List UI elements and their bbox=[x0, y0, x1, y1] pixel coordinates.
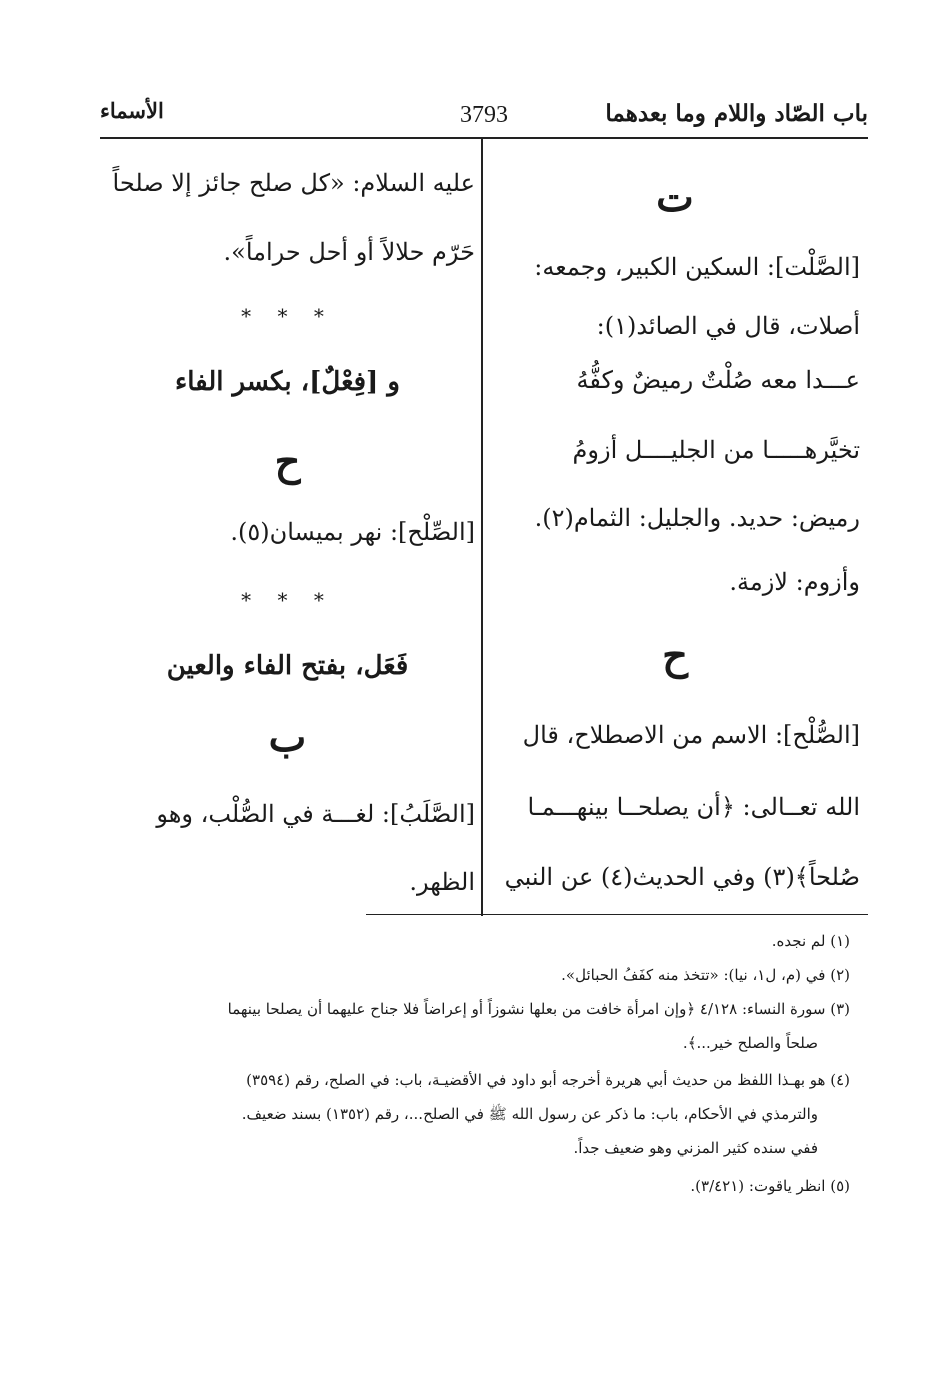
letter-heading: ب bbox=[268, 714, 307, 761]
text-line: أصلات، قال في الصائد(١): bbox=[596, 312, 860, 340]
section-separator: * * * bbox=[241, 588, 334, 612]
chapter-title: باب الصّاد واللام وما بعدهما bbox=[605, 100, 868, 127]
text-line: وأزوم: لازمة. bbox=[729, 568, 860, 596]
footnote: (١) لم نجده. bbox=[771, 932, 850, 950]
text-line: حَرّم حلالاً أو أحل حراماً». bbox=[223, 238, 475, 266]
letter-heading: ح bbox=[662, 632, 688, 679]
text-line: [الصِّلْح]: نهر بميسان(٥). bbox=[230, 518, 475, 546]
verse-line: تخيَّرهـــــا من الجليــــل أزومُ bbox=[572, 436, 860, 464]
text-line: [الصَّلَبُ]: لغـــة في الصُّلْب، وهو bbox=[156, 800, 475, 828]
verse-line: عـــدا معه صُلْتٌ رميضٌ وكفُّهُ bbox=[576, 366, 860, 394]
header-rule bbox=[100, 137, 868, 139]
column-divider bbox=[481, 139, 483, 916]
text-line: [الصَّلْت]: السكين الكبير، وجمعه: bbox=[534, 253, 860, 281]
footnote: (٢) في (م، ل١، نيا): «تتخذ منه كفَفُ الحبائل». bbox=[561, 966, 850, 984]
letter-heading: ت bbox=[656, 174, 694, 221]
text-line: صُلحاً﴾(٣) وفي الحديث(٤) عن النبي bbox=[504, 863, 860, 891]
footnote: (٥) انظر ياقوت: (٣/٤٢١). bbox=[690, 1177, 850, 1195]
footnote-continuation: صلحاً والصلح خير...﴾. bbox=[682, 1034, 818, 1052]
text-line: الله تعــالى: ﴿أن يصلحــا بينهـــمـا bbox=[527, 793, 860, 821]
footnote-rule bbox=[366, 914, 868, 915]
footnote: (٣) سورة النساء: ٤/١٢٨ ﴿وإن امرأة خافت من بعلها نشوزاً أو إعراضاً فلا جناح عليهما أن يصلحا بينهما bbox=[227, 1000, 850, 1018]
text-line: عليه السلام: «كل صلح جائز إلا صلحاً bbox=[112, 169, 475, 197]
page-number: 3793 bbox=[460, 102, 508, 128]
page-header bbox=[100, 96, 868, 136]
section-heading: و [فِعْلٌ]، بكسر الفاء bbox=[175, 367, 400, 397]
footnote-continuation: ففي سنده كثير المزني وهو ضعيف جداً. bbox=[573, 1139, 818, 1157]
text-line: الظهر. bbox=[409, 868, 475, 896]
footnote: (٤) هو بهـذا اللفظ من حديث أبي هريرة أخرجه أبو داود في الأقضيـة، باب: في الصلح، رقم (٣٥٩٤) bbox=[246, 1071, 850, 1089]
text-line: رميض: حديد. والجليل: الثمام(٢). bbox=[534, 504, 860, 532]
section-title: الأسماء bbox=[100, 98, 164, 123]
text-line: [الصُّلْح]: الاسم من الاصطلاح، قال bbox=[522, 721, 860, 749]
letter-heading: ح bbox=[274, 438, 301, 485]
section-heading: فَعَل، بفتح الفاء والعين bbox=[166, 651, 409, 681]
footnote-continuation: والترمذي في الأحكام، باب: ما ذكر عن رسول الله ﷺ في الصلح...، رقم (١٣٥٢) بسند ضعيف. bbox=[241, 1105, 818, 1123]
section-separator: * * * bbox=[241, 304, 334, 328]
